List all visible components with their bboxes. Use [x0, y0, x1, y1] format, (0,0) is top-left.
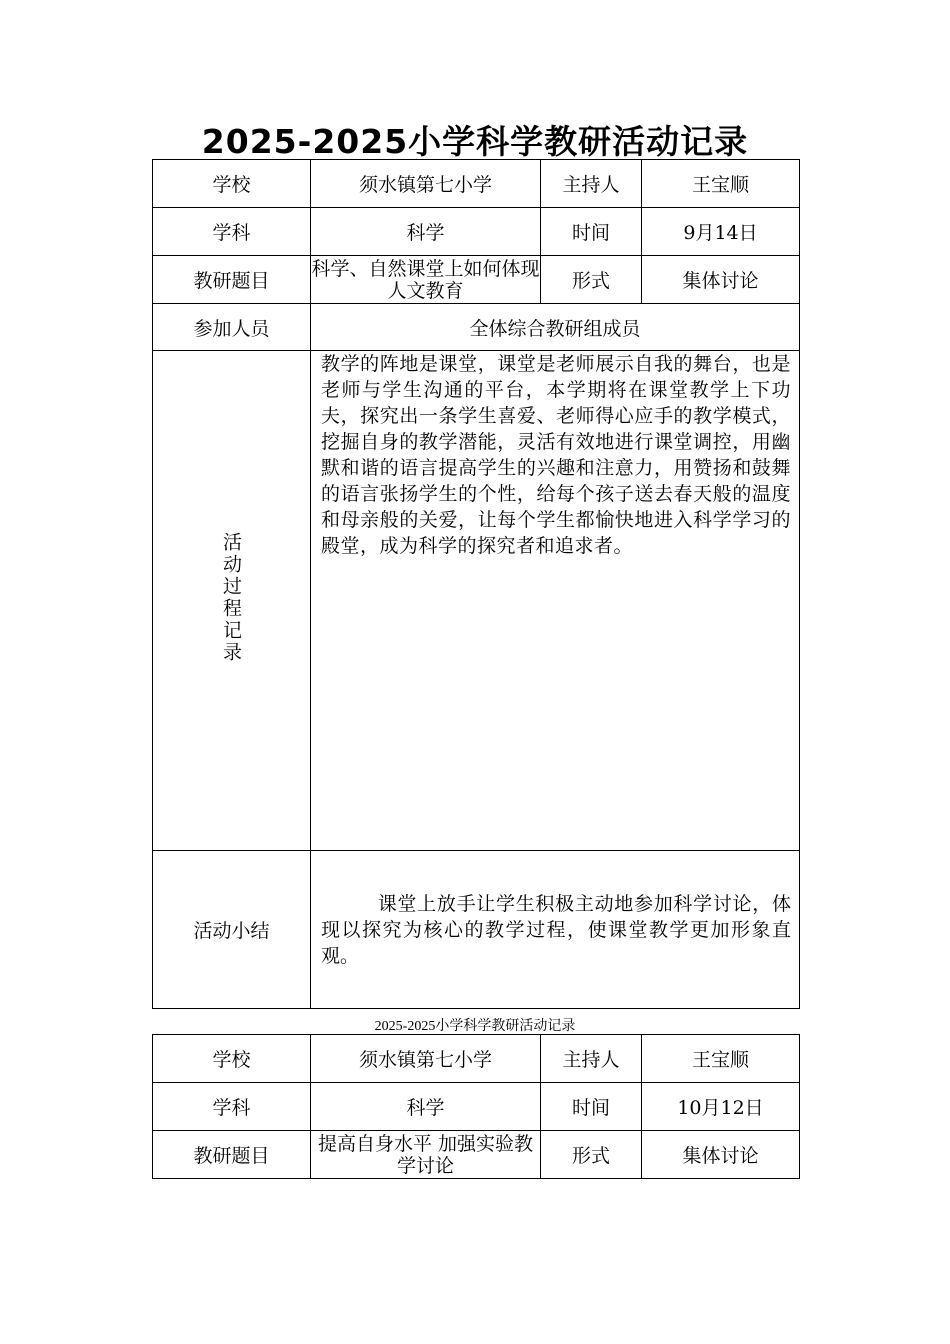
host-value: 王宝顺 [642, 1035, 800, 1083]
subject-value: 科学 [311, 208, 541, 256]
activity-record-table [152, 159, 800, 1009]
record-title: 2025-2025小学科学教研活动记录 [201, 122, 749, 161]
school-label: 学校 [153, 1035, 311, 1083]
topic-value: 提高自身水平 加强实验教学讨论 [311, 1131, 541, 1179]
process-label-cell [153, 351, 311, 851]
school-value: 须水镇第七小学 [311, 160, 541, 208]
subject-label: 学科 [153, 208, 311, 256]
host-label: 主持人 [541, 160, 642, 208]
host-label: 主持人 [541, 1035, 642, 1083]
activity-record-table-2 [152, 1034, 800, 1179]
host-value: 王宝顺 [642, 160, 800, 208]
topic-label: 教研题目 [153, 256, 311, 304]
time-value: 9月14日 [642, 208, 800, 256]
topic-value: 科学、自然课堂上如何体现人文教育 [311, 257, 540, 302]
subject-label: 学科 [153, 1083, 311, 1131]
time-label: 时间 [541, 1083, 642, 1131]
participants-label: 参加人员 [153, 304, 311, 351]
form-label: 形式 [541, 256, 642, 304]
school-label: 学校 [153, 160, 311, 208]
summary-cell [311, 851, 800, 1009]
participants-value: 全体综合教研组成员 [311, 304, 800, 351]
time-value: 10月12日 [642, 1083, 800, 1131]
summary-label: 活动小结 [153, 851, 311, 1009]
form-label: 形式 [541, 1131, 642, 1179]
summary-text: 课堂上放手让学生积极主动地参加科学讨论，体现以探究为核心的教学过程，使课堂教学更加形象直观。 [321, 892, 791, 967]
process-record: 教学的阵地是课堂，课堂是老师展示自我的舞台，也是老师与学生沟通的平台，本学期将在课堂教学上下功夫，探究出一条学生喜爱、老师得心应手的教学模式，挖掘自身的教学潜能，灵活有效地进行课堂调控，用幽默和谐的语言提高学生的兴趣和注意力，用赞扬和鼓舞的语言张扬学生的个性，给每个孩子送去春天般的温度和母亲般的关爱，让每个学生都愉快地进入科学学习的殿堂，成为科学的探究者和追求者。 [311, 351, 800, 851]
record-title-2: 2025-2025小学科学教研活动记录 [374, 1019, 576, 1034]
time-label: 时间 [541, 208, 642, 256]
form-value: 集体讨论 [642, 256, 800, 304]
process-label: 活动过程记录 [220, 532, 242, 664]
subject-value: 科学 [311, 1083, 541, 1131]
form-value: 集体讨论 [642, 1131, 800, 1179]
topic-label: 教研题目 [153, 1131, 311, 1179]
school-value: 须水镇第七小学 [311, 1035, 541, 1083]
